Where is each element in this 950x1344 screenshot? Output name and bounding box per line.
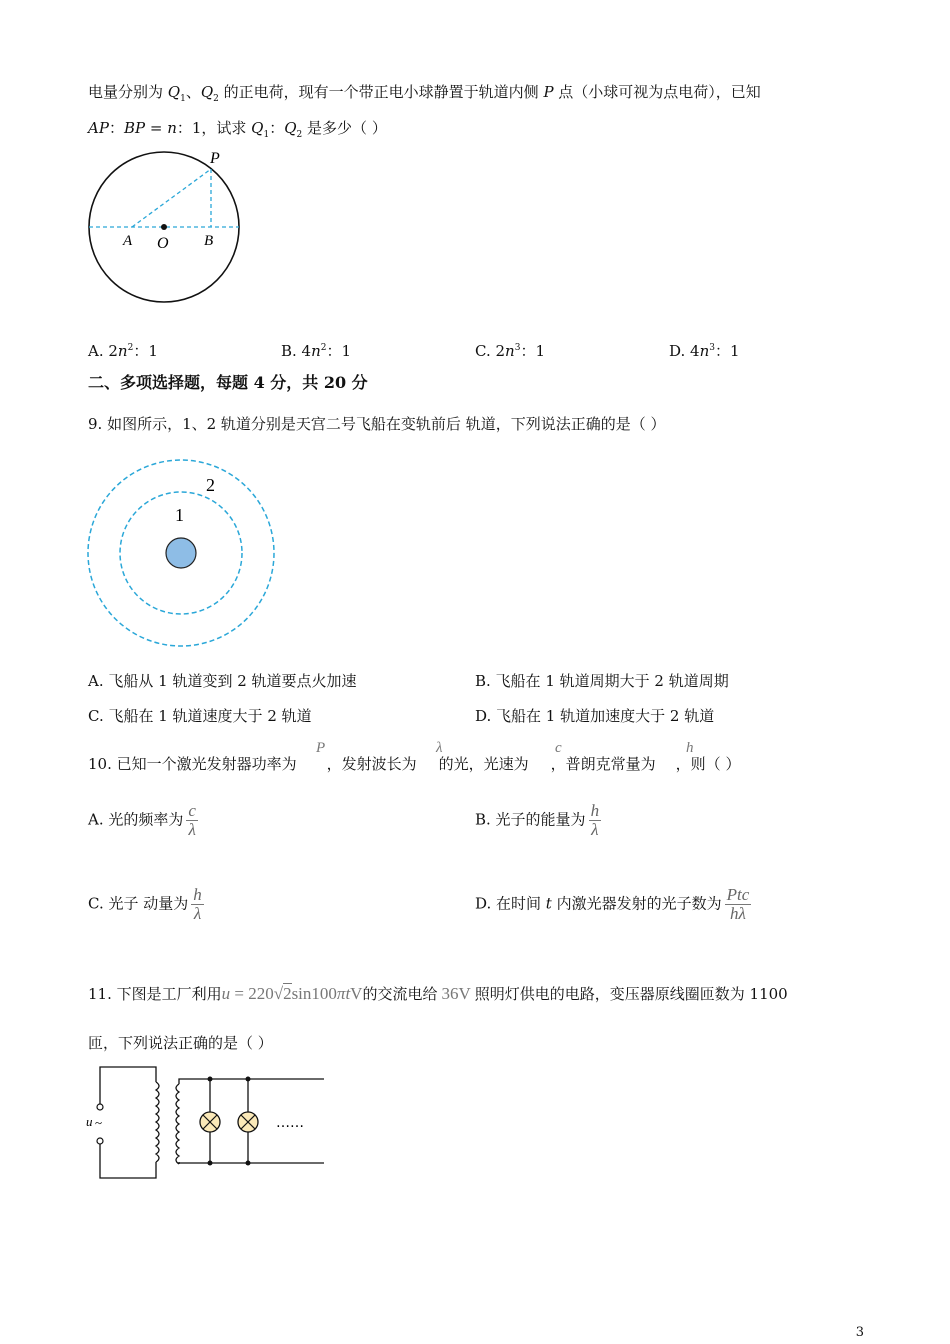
- primary-wire-bottom: [100, 1144, 156, 1178]
- fraction-c-over-lambda: $\frac{c}{\lambda}$: [188, 801, 196, 839]
- q11-stem-line2: 匝，下列说法正确的是（ ）: [88, 1034, 273, 1052]
- symbol-h: h: [686, 740, 694, 756]
- symbol-P: P: [316, 740, 326, 756]
- voltage-formula: u = 220√2sin100πtV: [221, 984, 363, 1003]
- q9-option-c[interactable]: C. 飞船在 1 轨道速度大于 2 轨道: [88, 707, 312, 725]
- q9-option-b[interactable]: B. 飞船在 1 轨道周期大于 2 轨道周期: [475, 672, 729, 690]
- label-O: O: [157, 235, 169, 252]
- fraction-ptc-over-h-lambda: $\frac{\text{Ptc}}{h\lambda}$: [726, 885, 750, 923]
- earth: [166, 538, 196, 568]
- secondary-wire-bottom: [179, 1162, 324, 1164]
- q8-circle-figure: [80, 145, 255, 310]
- q8-stem-line1: 电量分别为 $Q_1$、$Q_2$ 的正电荷，现有一个带正电小球静置于轨道内侧 P 点（小球可视为点电荷），已知: [88, 83, 761, 104]
- label-tilde: ~: [95, 1115, 103, 1130]
- q10-option-c[interactable]: C. 光子 动量为 $\frac{h}{\lambda}$: [88, 885, 202, 923]
- primary-wire: [100, 1067, 156, 1104]
- secondary-wire-top: [179, 1079, 324, 1084]
- q10-option-d[interactable]: D. 在时间 t 内激光器发射的光子数为 $\frac{\text{Ptc}}{h\lambda}$: [475, 885, 750, 923]
- q10-stem: 10. 已知一个激光发射器功率为 ，发射波长为 的光，光速为 ，普朗克常量为 ，则（ ）: [88, 755, 741, 773]
- center-dot: [161, 224, 167, 230]
- q9-option-d[interactable]: D. 飞船在 1 轨道加速度大于 2 轨道: [475, 707, 715, 725]
- label-orbit-1: 1: [175, 505, 184, 525]
- q8-stem-line2: AP：BP = n：1，试求 $Q_1$：$Q_2$ 是多少（ ）: [88, 119, 387, 140]
- q8-option-c[interactable]: C. $2n^3$：1: [475, 342, 545, 360]
- q8-option-d[interactable]: D. $4n^3$：1: [669, 342, 740, 360]
- section-title: 二、多项选择题，每题 4 分，共 20 分: [88, 373, 368, 392]
- q9-stem: 9. 如图所示，1、2 轨道分别是天宫二号飞船在变轨前后 轨道，下列说法正确的是（ ）: [88, 415, 666, 433]
- q9-orbit-figure: [84, 455, 280, 651]
- q11-stem-line1: 11. 下图是工厂利用u = 220√2sin100πtV的交流电给 36V 照明灯供电的电路，变压器原线圈匝数为 1100: [88, 984, 788, 1003]
- q11-circuit-figure: [84, 1062, 334, 1187]
- sqrt-sign: √: [273, 984, 284, 1003]
- fraction-h-over-lambda: $\frac{h}{\lambda}$: [590, 801, 600, 839]
- fraction-h-over-lambda-2: $\frac{h}{\lambda}$: [193, 885, 202, 923]
- line-AP: [132, 169, 211, 227]
- symbol-lambda: λ: [436, 740, 443, 756]
- more-lamps-dots: ……: [276, 1115, 304, 1131]
- q8-option-a[interactable]: A. $2n^2$：1: [88, 342, 158, 360]
- label-orbit-2: 2: [206, 475, 215, 495]
- label-P: P: [210, 150, 220, 167]
- secondary-coil: [176, 1084, 179, 1164]
- q10-option-a[interactable]: A. 光的频率为 $\frac{c}{\lambda}$: [88, 801, 196, 839]
- q8-option-b[interactable]: B. $4n^2$：1: [281, 342, 352, 360]
- q10-option-b[interactable]: B. 光子的能量为 $\frac{h}{\lambda}$: [475, 801, 600, 839]
- q9-option-a[interactable]: A. 飞船从 1 轨道变到 2 轨道要点火加速: [88, 672, 357, 690]
- label-u: u: [86, 1114, 93, 1129]
- terminal-top: [97, 1104, 103, 1110]
- page-number: 3: [855, 1325, 864, 1340]
- label-B: B: [204, 233, 214, 249]
- primary-coil: [156, 1082, 159, 1162]
- label-A: A: [123, 233, 133, 249]
- symbol-c: c: [555, 740, 562, 756]
- terminal-bottom: [97, 1138, 103, 1144]
